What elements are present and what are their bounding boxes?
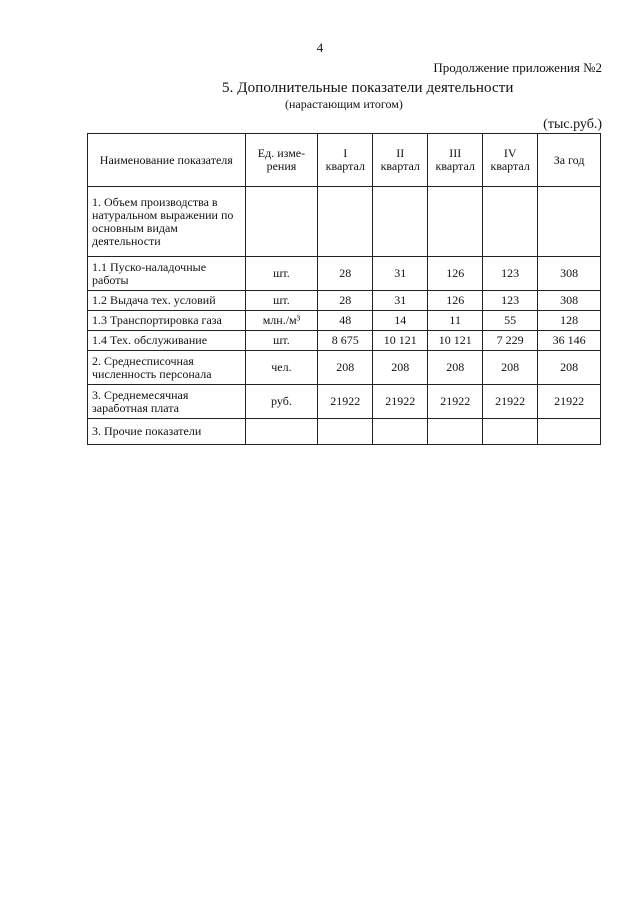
row-unit: шт. [245,257,318,291]
table-row [88,385,601,419]
row-q2: 21922 [373,385,428,419]
row-unit [245,419,318,445]
row-q2 [373,187,428,257]
row-q4: 55 [483,311,538,331]
row-q1: 21922 [318,385,373,419]
table-row [88,351,601,385]
header-year: За год [538,134,601,187]
units-note: (тыс.руб.) [543,117,602,132]
row-q2: 14 [373,311,428,331]
row-q2: 31 [373,257,428,291]
header-q1: I квартал [318,134,373,187]
row-q4: 123 [483,257,538,291]
row-unit: млн./м³ [245,311,318,331]
row-q4 [483,187,538,257]
row-q1: 48 [318,311,373,331]
row-year: 308 [538,257,601,291]
row-year: 308 [538,291,601,311]
row-unit: шт. [245,291,318,311]
row-q1: 208 [318,351,373,385]
header-indicator-name: Наименование показателя [88,134,246,187]
row-q1: 8 675 [318,331,373,351]
row-unit: шт. [245,331,318,351]
table-row [88,257,601,291]
row-q3: 21922 [428,385,483,419]
row-q3: 11 [428,311,483,331]
section-title: 5. Дополнительные показатели деятельности [222,80,514,96]
row-year [538,187,601,257]
header-q2: II квартал [373,134,428,187]
table-row [88,187,601,257]
row-q3 [428,419,483,445]
indicators-table [87,133,601,445]
row-q4: 123 [483,291,538,311]
table-row [88,291,601,311]
row-name: 3. Прочие показатели [88,419,246,445]
row-q4: 7 229 [483,331,538,351]
row-q2: 208 [373,351,428,385]
row-q4: 208 [483,351,538,385]
row-q3: 208 [428,351,483,385]
row-name: 1.1 Пуско-наладочные работы [88,257,246,291]
table-row [88,419,601,445]
row-name: 3. Среднемесячная заработная плата [88,385,246,419]
row-q2: 31 [373,291,428,311]
row-q1: 28 [318,257,373,291]
row-q2: 10 121 [373,331,428,351]
table-row [88,311,601,331]
row-unit: руб. [245,385,318,419]
row-q1 [318,419,373,445]
row-year: 21922 [538,385,601,419]
header-unit: Ед. изме-рения [245,134,318,187]
section-subtitle: (нарастающим итогом) [285,97,403,111]
row-q3: 126 [428,291,483,311]
row-year: 208 [538,351,601,385]
row-name: 1. Объем производства в натуральном выражении по основным видам деятельности [88,187,246,257]
page-number: 4 [316,40,324,55]
row-q4: 21922 [483,385,538,419]
row-name: 1.2 Выдача тех. условий [88,291,246,311]
row-q3 [428,187,483,257]
row-q4 [483,419,538,445]
table-row [88,331,601,351]
row-unit [245,187,318,257]
annex-label: Продолжение приложения №2 [433,60,602,75]
row-name: 2. Среднесписочная численность персонала [88,351,246,385]
header-q4: IV квартал [483,134,538,187]
row-year: 36 146 [538,331,601,351]
row-year [538,419,601,445]
row-q2 [373,419,428,445]
row-unit: чел. [245,351,318,385]
row-year: 128 [538,311,601,331]
row-q3: 10 121 [428,331,483,351]
header-q3: III квартал [428,134,483,187]
row-q1 [318,187,373,257]
row-name: 1.3 Транспортировка газа [88,311,246,331]
row-q1: 28 [318,291,373,311]
header-row [88,134,601,187]
row-q3: 126 [428,257,483,291]
row-name: 1.4 Тех. обслуживание [88,331,246,351]
